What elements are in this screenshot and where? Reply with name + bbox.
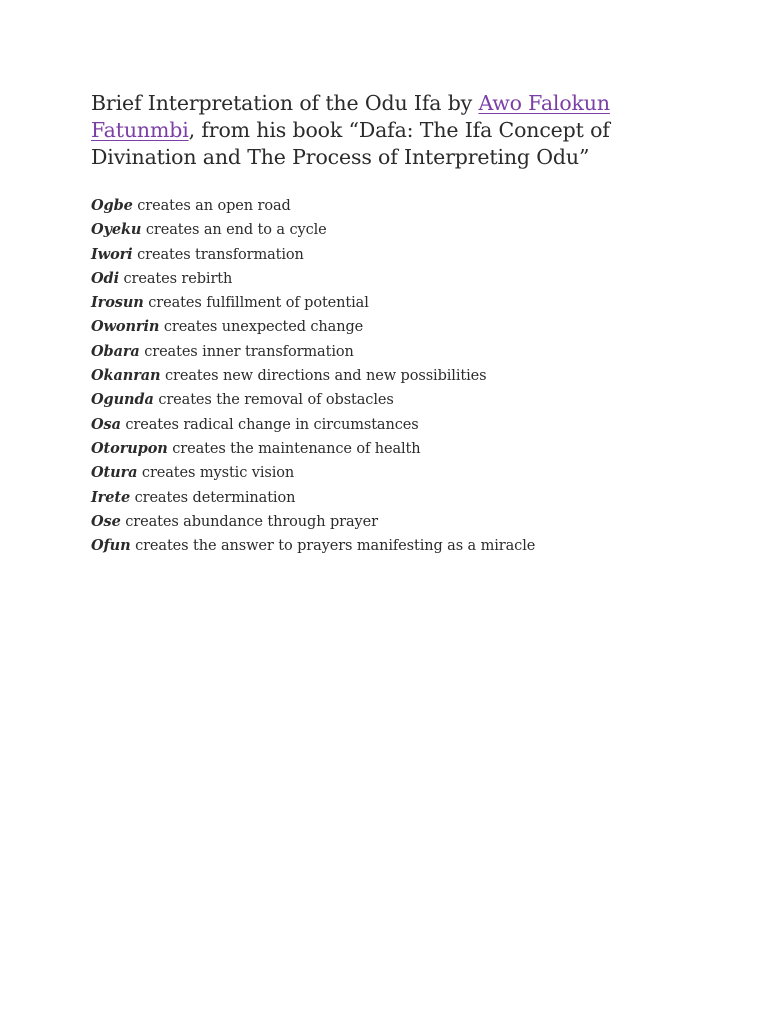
odu-name: Ogunda — [91, 391, 154, 409]
odu-meaning: creates radical change in circumstances — [125, 416, 419, 433]
list-item — [91, 340, 711, 364]
list-item — [91, 315, 711, 339]
list-item — [91, 486, 711, 510]
odu-list — [91, 194, 711, 558]
list-item — [91, 364, 711, 388]
list-item — [91, 413, 711, 437]
author-link[interactable]: Awo Falokun Fatunmbi — [91, 91, 610, 142]
odu-name: Ogbe — [91, 197, 133, 214]
odu-name: Obara — [91, 342, 140, 360]
list-item — [91, 291, 711, 315]
list-item — [91, 534, 711, 558]
odu-meaning: creates mystic vision — [141, 465, 295, 482]
odu-name: Otorupon — [91, 439, 168, 457]
odu-name: Okanran — [91, 367, 161, 385]
odu-name: Otura — [91, 464, 138, 482]
odu-name: Odi — [91, 269, 119, 287]
list-item — [91, 218, 711, 242]
odu-meaning: creates the maintenance of health — [172, 440, 421, 457]
odu-name: Owonrin — [91, 318, 160, 336]
odu-meaning: creates new directions and new possibilities — [165, 368, 487, 385]
odu-name: Ose — [91, 512, 121, 530]
odu-meaning: creates determination — [134, 489, 296, 506]
odu-name: Osa — [91, 415, 121, 433]
odu-meaning: creates inner transformation — [144, 343, 354, 360]
document-title — [91, 90, 711, 171]
odu-name: Irete — [91, 488, 131, 506]
list-item — [91, 267, 711, 291]
odu-meaning: creates the removal of obstacles — [158, 392, 394, 409]
list-item — [91, 388, 711, 412]
odu-meaning: creates the answer to prayers manifesting as a miracle — [135, 538, 536, 555]
list-item — [91, 243, 711, 267]
odu-meaning: creates an open road — [137, 198, 291, 214]
document-page — [91, 90, 711, 558]
list-item — [91, 510, 711, 534]
odu-name: Irosun — [91, 294, 144, 312]
title-prefix: Brief Interpretation of the Odu Ifa by — [91, 91, 479, 115]
title-suffix: , from his book “Dafa: The Ifa Concept of Divination and The Process of Interpreting Odu” — [91, 118, 610, 169]
odu-name: Oyeku — [91, 221, 142, 239]
odu-meaning: creates transformation — [137, 246, 304, 263]
odu-meaning: creates fulfillment of potential — [148, 295, 369, 312]
odu-meaning: creates abundance through prayer — [125, 513, 378, 530]
odu-meaning: creates an end to a cycle — [145, 222, 327, 239]
odu-meaning: creates unexpected change — [163, 319, 364, 336]
list-item — [91, 461, 711, 485]
odu-name: Ofun — [91, 537, 131, 555]
odu-name: Iwori — [91, 245, 133, 263]
odu-meaning: creates rebirth — [123, 270, 233, 287]
list-item — [91, 437, 711, 461]
list-item — [91, 194, 711, 218]
